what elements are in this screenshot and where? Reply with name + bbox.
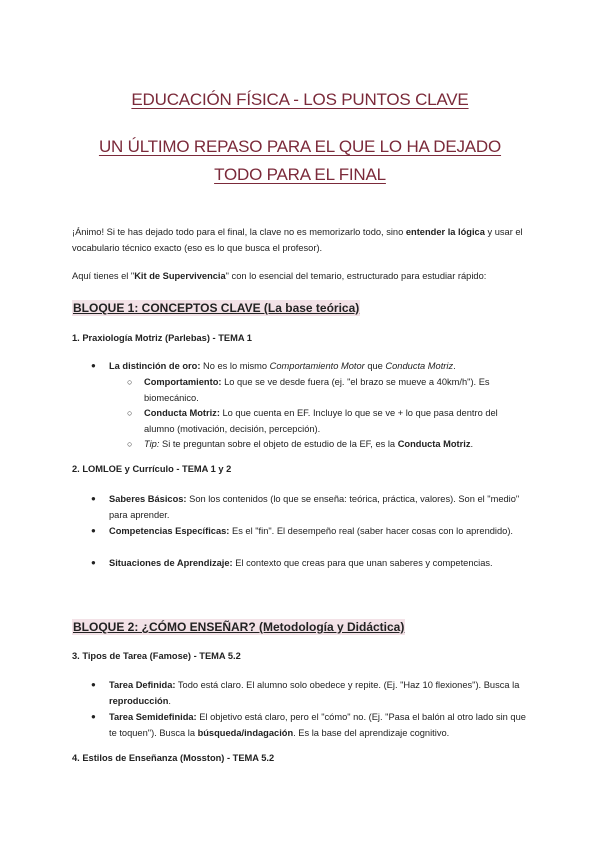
section-1-heading: 1. Praxiología Motriz (Parlebas) - TEMA 1	[72, 333, 252, 343]
bullet-icon: ●	[91, 680, 96, 689]
item-label: Competencias Específicas:	[109, 526, 230, 536]
intro-text: Aquí tienes el "	[72, 271, 135, 281]
intro-paragraph-2	[72, 268, 532, 284]
sub-list-item: ○ Conducta Motriz: Lo que cuenta en EF. Incluye lo que se ve + lo que pasa dentro del alumno (motivación, decisión, percepción).	[127, 405, 527, 437]
list-item: ● Situaciones de Aprendizaje: El contexto que creas para que unan saberes y competencias.	[91, 555, 531, 571]
section-4-heading: 4. Estilos de Enseñanza (Mosston) - TEMA 5.2	[72, 753, 275, 763]
circle-bullet-icon: ○	[127, 439, 133, 449]
circle-bullet-icon: ○	[127, 408, 133, 418]
list-item: ● Tarea Definida: Todo está claro. El alumno solo obedece y repite. (Ej. "Haz 10 flexiones"). Busca la reproducción.	[91, 677, 531, 709]
item-label: Conducta Motriz:	[144, 408, 220, 418]
list-item: ● Saberes Básicos: Son los contenidos (lo que se enseña: teórica, práctica, valores). Son el "medio" para aprender.	[91, 491, 531, 523]
intro-emphasis: entender la lógica	[405, 227, 485, 237]
bullet-icon: ●	[91, 526, 96, 535]
bullet-icon: ●	[91, 712, 96, 721]
list-item: ● La distinción de oro: No es lo mismo Comportamiento Motor que Conducta Motriz.	[91, 358, 531, 374]
block-2-heading: BLOQUE 2: ¿CÓMO ENSEÑAR? (Metodología y Didáctica)	[73, 620, 405, 634]
circle-bullet-icon: ○	[127, 377, 133, 387]
bullet-icon: ●	[91, 361, 96, 370]
subtitle-line-2: TODO PARA EL FINAL	[214, 165, 386, 184]
item-label: Comportamiento:	[144, 377, 222, 387]
sub-list-item: ○ Tip: Si te preguntan sobre el objeto de estudio de la EF, es la Conducta Motriz.	[127, 436, 527, 452]
list-item: ● Tarea Semidefinida: El objetivo está claro, pero el "cómo" no. (Ej. "Pasa el balón al otro lado sin que te toquen"). Busca la búsqueda/indagación. Es la base del aprendizaje cognitivo.	[91, 709, 531, 741]
document-subtitle	[0, 133, 600, 189]
sub-list-item: ○ Comportamiento: Lo que se ve desde fuera (ej. "el brazo se mueve a 40km/h"). Es biomecánico.	[127, 374, 527, 406]
section-3-heading: 3. Tipos de Tarea (Famose) - TEMA 5.2	[72, 651, 241, 661]
intro-text: " con lo esencial del temario, estructurado para estudiar rápido:	[225, 271, 487, 281]
bullet-icon: ●	[91, 494, 96, 503]
section-2-heading: 2. LOMLOE y Currículo - TEMA 1 y 2	[72, 464, 232, 474]
item-label: Situaciones de Aprendizaje:	[109, 558, 233, 568]
intro-text: ¡Ánimo! Si te has dejado todo para el final, la clave no es memorizarlo todo, sino	[72, 227, 406, 237]
intro-text: y usar el vocabulario técnico exacto (eso es lo que busca el profesor).	[72, 227, 523, 253]
subtitle-line-1: UN ÚLTIMO REPASO PARA EL QUE LO HA DEJADO	[98, 137, 502, 156]
list-item: ● Competencias Específicas: Es el "fin". El desempeño real (saber hacer cosas con lo aprendido).	[91, 523, 531, 539]
intro-emphasis: Kit de Supervivencia	[134, 271, 226, 281]
item-label: Tarea Semidefinida:	[109, 712, 197, 722]
document-title: EDUCACIÓN FÍSICA - LOS PUNTOS CLAVE	[131, 90, 469, 109]
item-label: Saberes Básicos:	[109, 494, 187, 504]
item-label: La distinción de oro:	[109, 361, 201, 371]
bullet-icon: ●	[91, 558, 96, 567]
item-label: Tarea Definida:	[109, 680, 176, 690]
item-label: Tip:	[144, 439, 160, 449]
block-1-heading: BLOQUE 1: CONCEPTOS CLAVE (La base teórica)	[73, 301, 360, 315]
intro-paragraph-1	[72, 224, 532, 256]
